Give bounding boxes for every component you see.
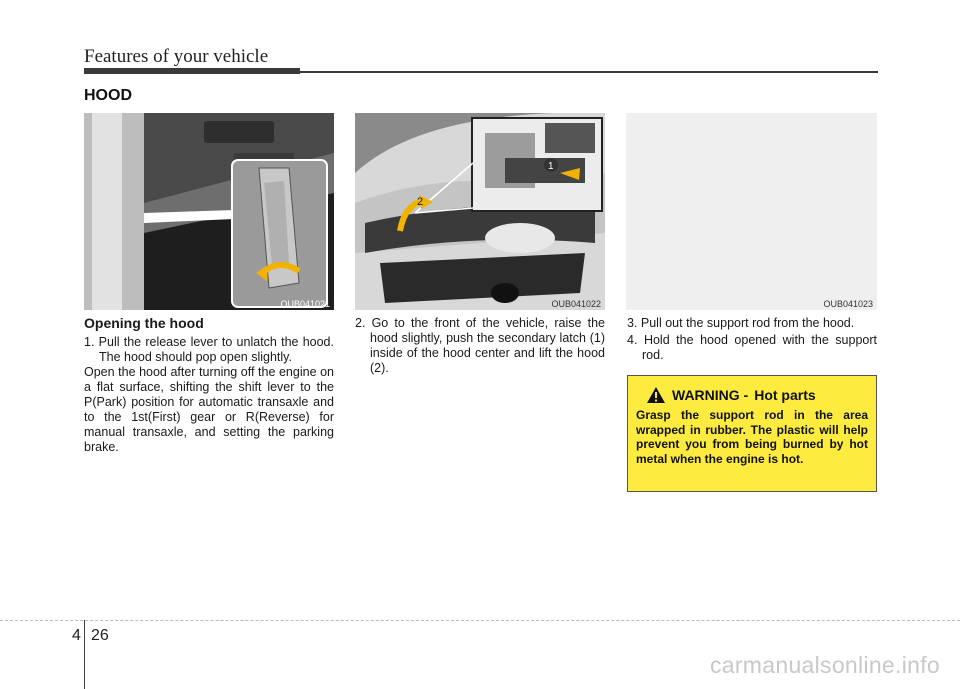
footer-vertical-rule (84, 620, 85, 689)
page-header-title: Features of your vehicle (84, 46, 269, 67)
figure-code: OUB041023 (823, 299, 873, 309)
warning-triangle-icon (646, 386, 666, 404)
figure-code: OUB041021 (280, 299, 330, 309)
step-1: 1. Pull the release lever to unlatch the hood. The hood should pop open slightly. (84, 335, 334, 364)
figure-release-lever (84, 113, 334, 310)
header-rule-thin (84, 71, 878, 73)
subheading: Opening the hood (84, 315, 204, 331)
warning-subject: Hot parts (754, 387, 816, 403)
page-number: 26 (91, 627, 109, 644)
svg-text:1: 1 (548, 161, 554, 172)
step-2: 2. Go to the front of the vehicle, raise the hood slightly, push the secondary latch (1) inside of the hood center and lift the hood (2). (355, 316, 605, 375)
footer-dashed-rule (0, 620, 960, 621)
svg-text:2: 2 (417, 196, 424, 208)
step-4: 4. Hold the hood opened with the support rod. (627, 333, 877, 362)
figure-code: OUB041022 (551, 299, 601, 309)
column-opening-the-hood (84, 316, 334, 455)
warning-box (627, 375, 877, 492)
page-chapter-number: 4 (72, 627, 81, 644)
column-step-2 (355, 316, 605, 376)
secondary-latch-illustration (355, 113, 605, 310)
release-lever-illustration (84, 113, 334, 310)
warning-header (636, 386, 868, 404)
watermark: carmanualsonline.info (709, 652, 940, 678)
step-3: 3. Pull out the support rod from the hood. (627, 316, 855, 330)
figure-support-rod (626, 113, 877, 310)
figure-secondary-latch (355, 113, 605, 310)
warning-text: Grasp the support rod in the area wrapped in rubber. The plastic will help prevent you from being burned by hot metal when the engine is hot. (636, 408, 868, 466)
section-title: HOOD (84, 87, 132, 104)
body-paragraph: Open the hood after turning off the engine on a flat surface, shifting the shift lever to the P(Park) position for automatic transaxle and to the 1st(First) gear or R(Reverse) for manual transaxle, and setting the parking brake. (84, 365, 334, 454)
column-steps-3-4 (627, 316, 877, 363)
warning-label: WARNING - (672, 387, 749, 403)
